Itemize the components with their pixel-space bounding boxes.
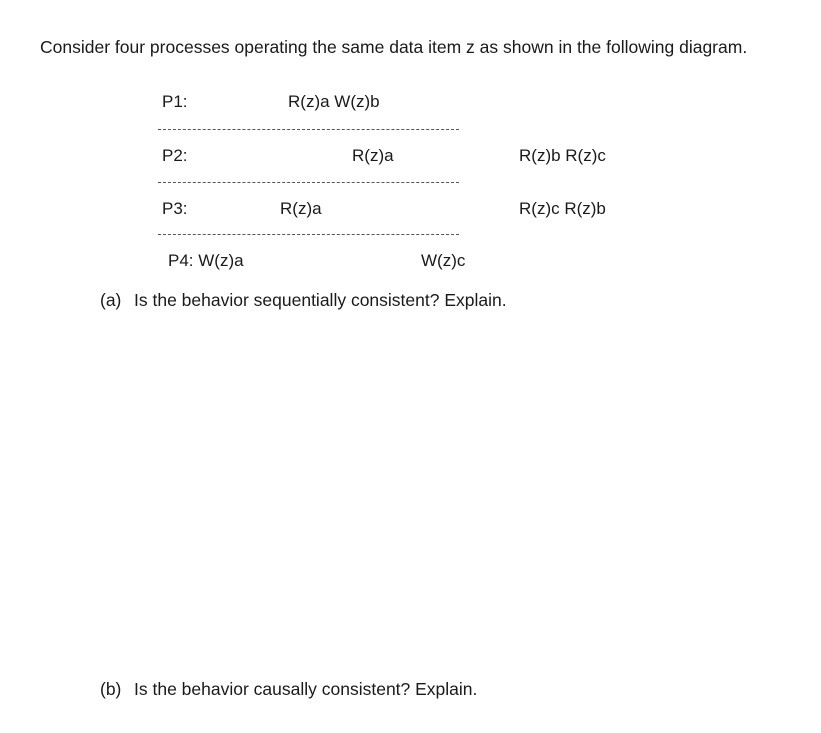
p3-label: P3: [162,199,188,218]
p2-label: P2: [162,146,188,165]
question-a [100,292,507,310]
p4-label: P4: W(z)a [168,251,244,270]
p4-op-1: W(z)c [421,251,466,270]
p3-op-1: R(z)a [280,199,322,218]
divider-line [158,182,459,183]
question-b [100,681,477,699]
p3-op-2: R(z)c R(z)b [519,199,606,218]
question-a-mark: (a) [100,290,122,310]
question-b-mark: (b) [100,679,122,699]
divider-line [158,129,459,130]
question-b-text: Is the behavior causally consistent? Explain. [134,679,478,699]
p2-op-1: R(z)a [352,146,394,165]
p1-label: P1: [162,92,188,111]
question-a-text: Is the behavior sequentially consistent? Explain. [134,290,507,310]
p1-op-1: R(z)a W(z)b [288,92,380,111]
intro-text: Consider four processes operating the same data item z as shown in the following diagram. [40,37,748,57]
p2-op-2: R(z)b R(z)c [519,146,606,165]
divider-line [158,234,459,235]
